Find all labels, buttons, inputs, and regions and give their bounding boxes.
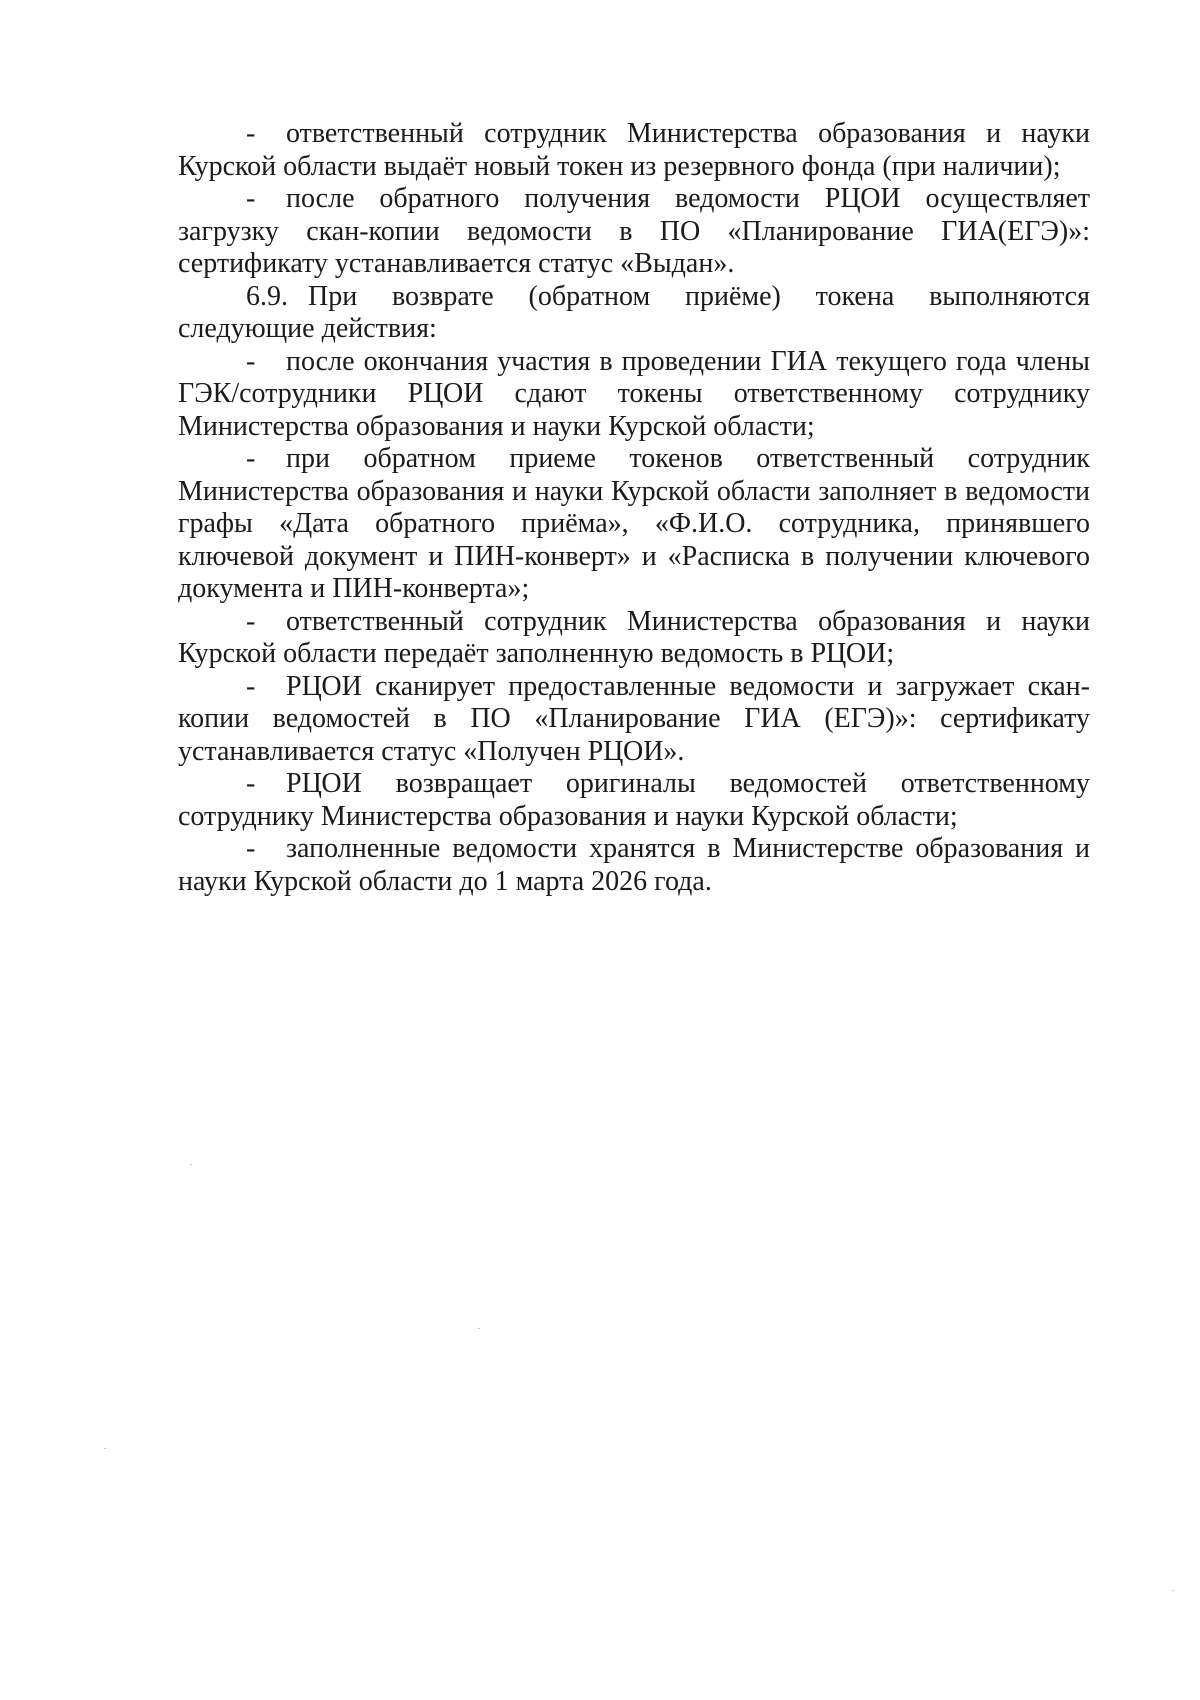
paragraph-bullet: [178, 183, 1090, 281]
list-marker: -: [246, 670, 256, 702]
paragraph-bullet: [178, 118, 1090, 183]
paragraph-numbered: [178, 281, 1090, 346]
paragraph-bullet: [178, 671, 1090, 769]
paragraph-bullet: [178, 443, 1090, 606]
document-body: [178, 118, 1090, 898]
list-marker: -: [246, 833, 256, 864]
paragraph-text: При возврате (обратном приёме) токена выполняются следующие действия:: [178, 280, 1090, 344]
list-marker: -: [246, 768, 256, 799]
paragraph-text: ответственный сотрудник Министерства образования и науки Курской области передаёт заполненную ведомость в РЦОИ;: [178, 605, 1090, 669]
scan-speck: [478, 1328, 480, 1329]
section-number: 6.9.: [246, 280, 288, 312]
list-marker: -: [246, 118, 256, 149]
paragraph-bullet: [178, 768, 1090, 833]
list-marker: -: [246, 443, 256, 474]
scan-speck: [1172, 1590, 1174, 1591]
scan-speck: [190, 1164, 192, 1165]
paragraph-bullet: [178, 833, 1090, 898]
paragraph-text: заполненные ведомости хранятся в Министерстве образования и науки Курской области до 1 марта 2026 года.: [178, 833, 1090, 897]
paragraph-text: после обратного получения ведомости РЦОИ осуществляет загрузку скан-копии ведомости в ПО «Планирование ГИА(ЕГЭ)»: сертификату устанавливается статус «Выдан».: [178, 183, 1090, 279]
paragraph-text: после окончания участия в проведении ГИА текущего года члены ГЭК/сотрудники РЦОИ сдают токены ответственному сотруднику Министерства образования и науки Курской области;: [178, 345, 1090, 442]
scan-speck: [104, 1448, 106, 1449]
paragraph-text: при обратном приеме токенов ответственный сотрудник Министерства образования и науки Курской области заполняет в ведомости графы «Дата обратного приёма», «Ф.И.О. сотрудника, принявшего ключевой документ и ПИН-конверт» и «Расписка в получении ключевого документа и ПИН-конверта»;: [178, 443, 1090, 604]
list-marker: -: [246, 183, 256, 214]
paragraph-bullet: [178, 606, 1090, 671]
paragraph-text: РЦОИ сканирует предоставленные ведомости и загружает скан-копии ведомостей в ПО «Планирование ГИА (ЕГЭ)»: сертификату устанавливается статус «Получен РЦОИ».: [178, 670, 1090, 767]
paragraph-text: РЦОИ возвращает оригиналы ведомостей ответственному сотруднику Министерства образования и науки Курской области;: [178, 768, 1090, 832]
paragraph-bullet: [178, 346, 1090, 444]
paragraph-text: ответственный сотрудник Министерства образования и науки Курской области выдаёт новый токен из резервного фонда (при наличии);: [178, 118, 1090, 182]
list-marker: -: [246, 605, 256, 637]
list-marker: -: [246, 345, 256, 377]
